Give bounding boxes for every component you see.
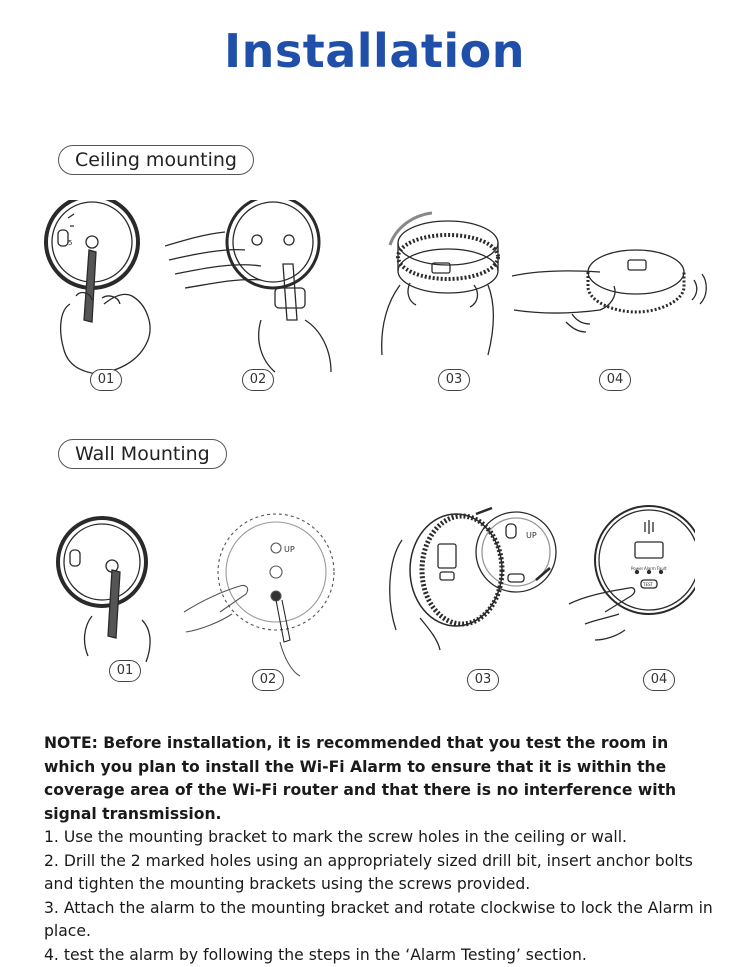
wall-step4-led-fault: Fault	[657, 566, 667, 571]
wall-step4-led-alarm: Alarm	[644, 566, 656, 571]
wall-step2-illustration	[180, 512, 340, 677]
wall-step-badge-3: 03	[467, 669, 499, 691]
speaker-icon	[645, 520, 653, 534]
ceiling-step4-illustration	[510, 240, 715, 350]
ceiling-step1-num-icon: 5	[68, 239, 72, 247]
note-item-3: 3. Attach the alarm to the mounting bracket and rotate clockwise to lock the Alarm in place.	[44, 897, 724, 944]
wall-step-badge-4: 04	[643, 669, 675, 691]
wall-mounting-label: Wall Mounting	[58, 439, 227, 469]
ceiling-step3-illustration	[370, 205, 505, 370]
ceiling-step-badge-4: 04	[599, 369, 631, 391]
note-item-4: 4. test the alarm by following the steps in the ‘Alarm Testing’ section.	[44, 944, 724, 967]
wall-step2-up-label: UP	[284, 545, 295, 554]
wall-step-badge-2: 02	[252, 669, 284, 691]
note-item-2: 2. Drill the 2 marked holes using an appropriately sized drill bit, insert anchor bolts and tighten the mounting brackets using the screws provided.	[44, 850, 724, 897]
ceiling-step1-illustration	[40, 200, 170, 375]
ceiling-step-badge-2: 02	[242, 369, 274, 391]
ceiling-step-badge-3: 03	[438, 369, 470, 391]
wall-step3-up-label: UP	[526, 531, 537, 540]
wall-step3-illustration	[380, 500, 560, 655]
ceiling-mounting-label: Ceiling mounting	[58, 145, 254, 175]
ceiling-step2-illustration	[165, 200, 345, 375]
page-title: Installation	[0, 24, 749, 78]
note-paragraph: NOTE: Before installation, it is recommended that you test the room in which you plan to install the Wi-Fi Alarm to ensure that it is within the coverage area of the Wi-Fi router and that there is no interference with signal transmission.	[44, 732, 724, 826]
wall-step4-led-power: Power	[631, 566, 643, 571]
wall-step4-illustration	[565, 500, 695, 660]
note-item-1: 1. Use the mounting bracket to mark the screw holes in the ceiling or wall.	[44, 826, 724, 850]
wall-step4-test-button: TEST	[642, 582, 654, 587]
ceiling-step-badge-1: 01	[90, 369, 122, 391]
installation-notes	[44, 732, 724, 967]
wall-step1-illustration	[52, 516, 167, 666]
wall-step-badge-1: 01	[109, 660, 141, 682]
